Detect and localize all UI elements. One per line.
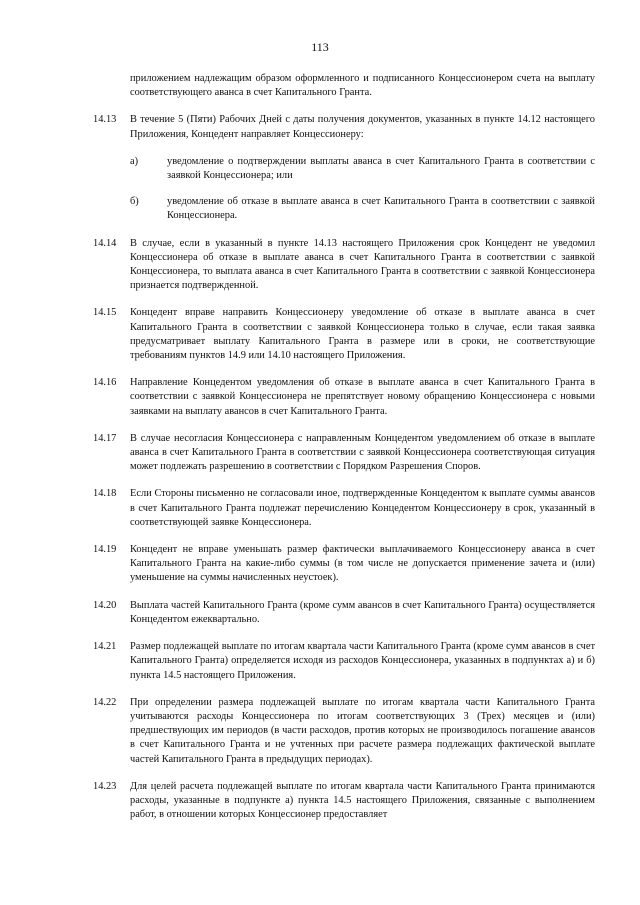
clause-number: 14.23 (93, 780, 117, 792)
clause-14-21 (93, 640, 595, 683)
clause-number: 14.15 (93, 307, 117, 319)
clause-text: Выплата частей Капитального Гранта (кроме сумм авансов в счет Капитального Гранта) осуществляется Концедентом ежеквартально. (130, 599, 595, 625)
subitem-text: уведомление о подтверждении выплаты аванса в счет Капитального Гранта в соответствии с заявкой Концессионера; или (167, 155, 595, 182)
clause-14-15 (93, 306, 595, 363)
subitem-mark: б) (130, 196, 139, 208)
clause-text: Направление Концедентом уведомления об отказе в выплате аванса в счет Капитального Гранта в соответствии с заявкой Концессионера не препятствует новому обращению Концессионера с новыми заявками на выплату авансов в счет Капитального Гранта. (130, 377, 595, 417)
clause-number: 14.18 (93, 488, 117, 500)
clause-text: Концедент вправе направить Концессионеру уведомление об отказе в выплате аванса в счет Капитального Гранта в соответствии с заявкой Концессионера только в случае, если такая заявка предусматривает выплату Капитального Гранта в размере или в сроки, не соответствующие требованиям пунктов 14.9 или 14.10 настоящего Приложения. (130, 307, 595, 362)
clause-text: В случае несогласия Концессионера с направленным Концедентом уведомлением об отказе в выплате аванса в счет Капитального Гранта в соответствии с заявкой Концессионера соответствующая ситуация может подлежать разрешению в соответствии с Порядком Разрешения Споров. (130, 432, 595, 473)
clause-text: Если Стороны письменно не согласовали иное, подтвержденные Концедентом к выплате суммы авансов в счет Капитального Гранта подлежат перечислению Концедентом Концессионеру в срок, указанный в соответствующей заявке Концессионера. (130, 488, 595, 528)
subitem-text: уведомление об отказе в выплате аванса в счет Капитального Гранта в соответствии с заявкой Концессионера. (167, 196, 595, 222)
subitem-mark: а) (130, 155, 139, 167)
clause-14-19 (93, 543, 595, 586)
clause-number: 14.20 (93, 599, 117, 611)
clause-number: 14.13 (93, 114, 117, 126)
intro-paragraph: приложением надлежащим образом оформленного и подписанного Концессионером счета на выплату соответствующего аванса в счет Капитального Гранта. (130, 73, 595, 99)
clause-14-13 (93, 113, 595, 223)
clause-14-14 (93, 237, 595, 294)
clause-14-18 (93, 487, 595, 530)
clause-text: Размер подлежащей выплате по итогам квартала части Капитального Гранта (кроме сумм авансов в счет Капитального Гранта) определяется исходя из расходов Концессионера, указанных в подпунктах а) и б) пункта 14.5 настоящего Приложения. (130, 641, 595, 681)
subitem-a (130, 155, 595, 183)
document-body (93, 72, 595, 835)
clause-text: В случае, если в указанный в пункте 14.13 настоящего Приложения срок Концедент не уведомил Концессионера об отказе в выплате аванса в счет Капитального Гранта в соответствии с заявкой Концессионера, то выплата аванса в счет Капитального Гранта в соответствии с заявкой Концессионера признается подтвержденной. (130, 237, 595, 292)
clause-14-23 (93, 780, 595, 823)
clause-number: 14.17 (93, 432, 117, 444)
clause-14-17 (93, 432, 595, 475)
page-number: 113 (311, 40, 329, 54)
clause-text: При определении размера подлежащей выплате по итогам квартала части Капитального Гранта учитываются расходы Концессионера по итогам соответствующих 3 (Трех) месяцев и (или) предшествующих им периодов (в части расходов, против которых не производилось погашение авансов в счет Капитального Гранта и не учтенных при расчете размера подлежащих фактической выплате частей Капитального Гранта в предыдущих периодах). (130, 696, 595, 765)
clause-number: 14.21 (93, 641, 117, 653)
clause-text: Концедент не вправе уменьшать размер фактически выплачиваемого Концессионеру аванса в счет Капитального Гранта на какие-либо суммы (в том числе не допускается применение зачета и (или) уменьшение на суммы начисленных неустоек). (130, 544, 595, 584)
clause-number: 14.16 (93, 377, 117, 389)
clause-text: В течение 5 (Пяти) Рабочих Дней с даты получения документов, указанных в пункте 14.12 настоящего Приложения, Концедент направляет Концессионеру: (130, 114, 595, 140)
clause-14-22 (93, 696, 595, 767)
clause-14-20 (93, 599, 595, 627)
subitem-b (130, 195, 595, 223)
clause-text: Для целей расчета подлежащей выплате по итогам квартала части Капитального Гранта принимаются расходы, указанные в подпункте а) пункта 14.5 настоящего Приложения, связанные с выполнением работ, в отношении которых Концессионер предоставляет (130, 780, 595, 821)
subitem-list (130, 155, 595, 224)
clause-number: 14.19 (93, 544, 117, 556)
clause-14-16 (93, 376, 595, 419)
clause-number: 14.22 (93, 696, 117, 708)
clause-number: 14.14 (93, 237, 117, 249)
